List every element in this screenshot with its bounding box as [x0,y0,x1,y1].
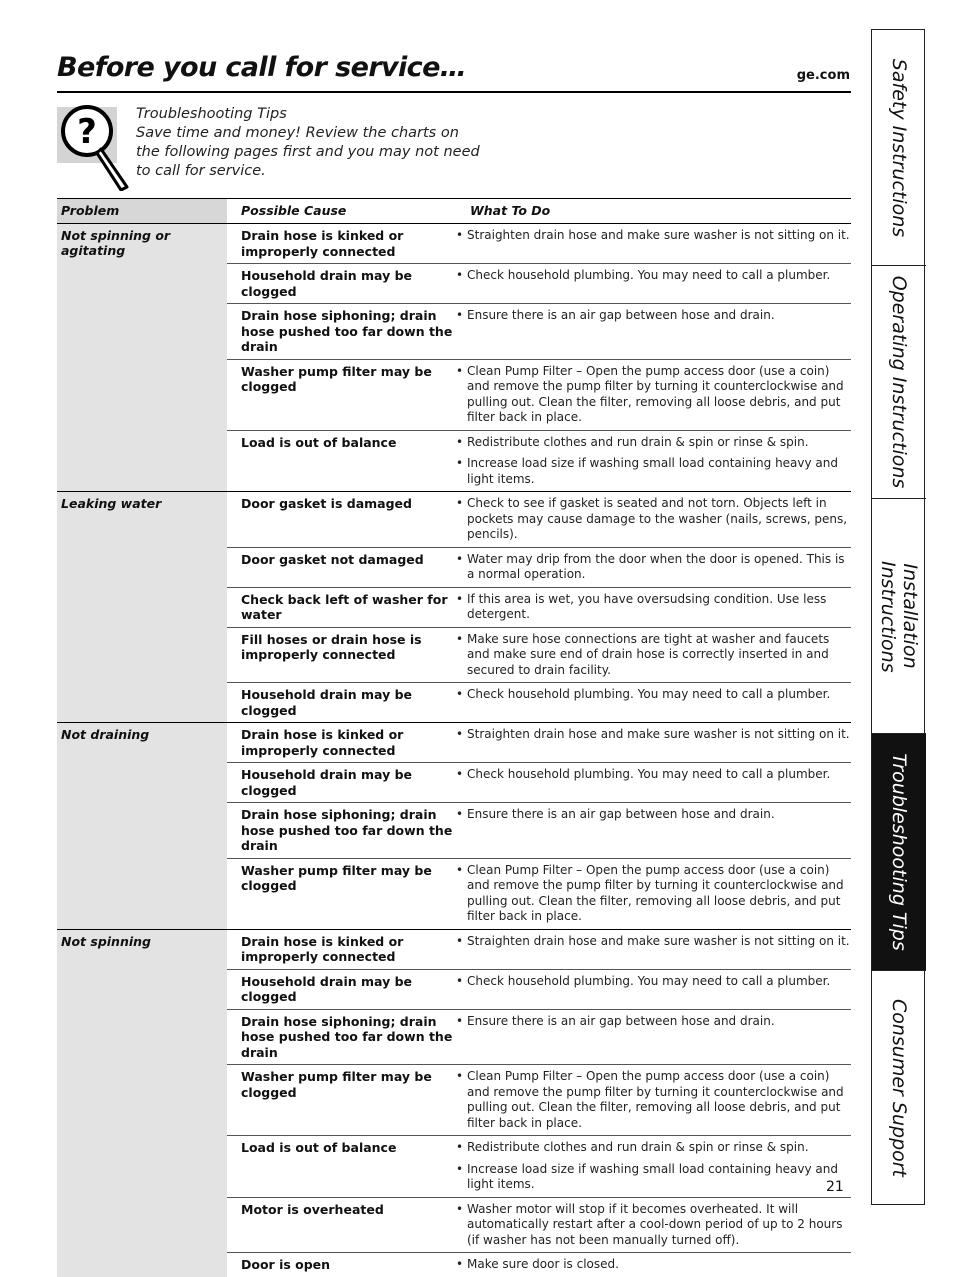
possible-cause: Household drain may be clogged [241,767,413,798]
bullet-icon: • [456,1201,464,1216]
tab-safety-instructions[interactable]: Safety Instructions [872,30,926,266]
todo-bullet [456,767,851,783]
intro-block [136,105,481,181]
what-to-do [456,1202,851,1249]
bullet-icon: • [456,363,464,378]
todo-text: Clean Pump Filter – Open the pump access door (use a coin) and remove the pump filter by turning it counterclockwise and pulling out. Clean the filter, removing all loose debris, and put filter back in place. [467,862,844,923]
bullet-icon: • [456,551,464,566]
todo-bullet [456,592,851,623]
possible-cause: Fill hoses or drain hose is improperly connected [241,631,422,662]
todo-bullet [456,687,851,703]
problem-group [57,492,851,723]
problem-label: Not spinning or agitating [57,224,227,491]
table-row [227,803,851,859]
possible-cause: Washer pump filter may be clogged [241,1069,432,1100]
todo-text: If this area is wet, you have oversudsing condition. Use less detergent. [467,591,827,621]
bullet-icon: • [456,631,464,646]
bullet-icon: • [456,1013,464,1028]
tab-operating-instructions[interactable]: Operating Instructions [872,266,926,499]
todo-bullet [456,308,851,324]
tab-consumer-support[interactable]: Consumer Support [888,998,910,1177]
what-to-do [456,308,851,355]
possible-cause: Check back left of washer for water [241,591,448,622]
todo-text: Straighten drain hose and make sure washer is not sitting on it. [467,228,850,242]
svg-text:?: ? [77,112,97,152]
table-row [227,628,851,684]
table-row [227,588,851,628]
site-link[interactable]: ge.com [796,68,850,83]
what-to-do [456,1014,851,1061]
todo-text: Straighten drain hose and make sure washer is not sitting on it. [467,727,850,741]
title-rule [57,91,851,93]
bullet-icon: • [456,434,464,449]
col-problem-header: Problem [61,203,120,218]
table-row [227,1065,851,1136]
possible-cause: Drain hose siphoning; drain hose pushed too far down the drain [241,807,453,853]
todo-bullet [456,727,851,743]
todo-text: Straighten drain hose and make sure washer is not sitting on it. [467,933,850,948]
table-row [227,360,851,431]
table-row [227,859,851,929]
problem-group [57,224,851,492]
table-body [57,224,851,1277]
bullet-icon: • [456,1161,464,1176]
table-row [227,1198,851,1254]
todo-text: Redistribute clothes and run drain & spin or rinse & spin. [467,1140,809,1154]
table-row [227,683,851,722]
todo-bullet [456,1069,851,1131]
todo-bullet [456,435,851,451]
todo-bullet [456,228,851,244]
table-row [227,970,851,1010]
todo-bullet [456,934,851,950]
table-row [227,1136,851,1198]
todo-text: Clean Pump Filter – Open the pump access door (use a coin) and remove the pump filter by turning it counterclockwise and pulling out. Clean the filter, removing all loose debris, and put filter back in place. [467,1069,844,1130]
problem-group [57,930,851,1277]
todo-text: Check household plumbing. You may need to call a plumber. [467,687,831,701]
bullet-icon: • [456,973,464,988]
bullet-icon: • [456,308,464,322]
todo-bullet [456,1257,851,1273]
bullet-icon: • [456,727,464,741]
what-to-do [456,807,851,854]
todo-text: Ensure there is an air gap between hose and drain. [467,1013,775,1028]
todo-bullet [456,807,851,823]
bullet-icon: • [456,687,464,701]
what-to-do [456,687,851,718]
table-header [57,198,851,224]
what-to-do [456,863,851,925]
possible-cause: Household drain may be clogged [241,268,413,299]
possible-cause: Door gasket not damaged [241,551,424,567]
page-number: 21 [826,1179,844,1195]
todo-bullet [456,1140,851,1156]
todo-text: Check household plumbing. You may need to call a plumber. [467,268,831,282]
col-cause-header: Possible Cause [241,203,347,218]
troubleshooting-table [57,198,851,1277]
what-to-do [456,974,851,1005]
table-row [227,1010,851,1066]
what-to-do [456,1257,851,1273]
tab-installation-instructions[interactable]: Installation Instructions [872,499,926,734]
what-to-do [456,632,851,679]
possible-cause: Household drain may be clogged [241,687,413,718]
bullet-icon: • [456,228,464,242]
problem-label: Not spinning [57,930,227,1277]
bullet-icon: • [456,591,464,606]
bullet-icon: • [456,268,464,282]
intro-text: Save time and money! Review the charts on the following pages first and you may not need to call for service. [136,125,480,179]
question-magnifier-icon [57,103,129,191]
bullet-icon: • [456,767,464,781]
what-to-do [456,1069,851,1131]
possible-cause: Drain hose is kinked or improperly connected [241,933,404,964]
possible-cause: Washer pump filter may be clogged [241,363,432,394]
possible-cause: Household drain may be clogged [241,973,413,1004]
todo-bullet [456,364,851,426]
todo-text: Check to see if gasket is seated and not torn. Objects left in pockets may cause damage to the washer (nails, screws, pens, pencils). [467,496,848,541]
bullet-icon: • [456,1140,464,1154]
bullet-icon: • [456,1257,464,1271]
what-to-do [456,435,851,488]
possible-cause: Drain hose siphoning; drain hose pushed too far down the drain [241,1013,453,1060]
todo-text: Increase load size if washing small load containing heavy and light items. [467,1161,838,1191]
bullet-icon: • [456,807,464,821]
what-to-do [456,552,851,583]
section-tabs [871,29,925,1205]
what-to-do [456,727,851,758]
todo-bullet [456,1014,851,1030]
todo-text: Water may drip from the door when the door is opened. This is a normal operation. [467,551,845,581]
todo-bullet [456,268,851,284]
problem-label: Leaking water [57,492,227,722]
possible-cause: Load is out of balance [241,434,397,450]
possible-cause: Load is out of balance [241,1140,397,1155]
table-row [227,548,851,588]
table-row [227,431,851,492]
todo-bullet [456,632,851,679]
todo-text: Make sure door is closed. [467,1257,619,1271]
table-row [227,264,851,304]
problem-label: Not draining [57,723,227,929]
todo-bullet [456,1202,851,1249]
bullet-icon: • [456,496,464,510]
table-row [227,492,851,548]
bullet-icon: • [456,456,464,470]
todo-text: Increase load size if washing small load containing heavy and light items. [467,456,838,486]
problem-group [57,723,851,930]
todo-text: Check household plumbing. You may need to call a plumber. [467,973,831,988]
todo-text: Ensure there is an air gap between hose and drain. [467,807,775,821]
what-to-do [456,364,851,426]
todo-bullet [456,1162,851,1193]
what-to-do [456,268,851,299]
what-to-do [456,228,851,259]
todo-text: Check household plumbing. You may need to call a plumber. [467,767,831,781]
possible-cause: Drain hose is kinked or improperly connected [241,228,404,259]
todo-bullet [456,552,851,583]
todo-text: Redistribute clothes and run drain & spin or rinse & spin. [467,434,809,449]
possible-cause: Door is open [241,1257,331,1272]
table-row [227,763,851,803]
possible-cause: Washer pump filter may be clogged [241,862,432,893]
table-row [227,304,851,360]
table-row [227,1253,851,1277]
todo-bullet [456,496,851,543]
what-to-do [456,934,851,965]
tab-troubleshooting-tips[interactable]: Troubleshooting Tips [872,734,926,971]
table-row [227,723,851,763]
bullet-icon: • [456,1069,464,1083]
what-to-do [456,767,851,798]
todo-bullet [456,456,851,487]
what-to-do [456,1140,851,1193]
todo-text: Ensure there is an air gap between hose and drain. [467,308,775,322]
bullet-icon: • [456,862,464,877]
what-to-do [456,592,851,623]
possible-cause: Door gasket is damaged [241,496,412,511]
table-row [227,224,851,264]
col-todo-header: What To Do [470,203,551,218]
table-row [227,930,851,970]
possible-cause: Drain hose is kinked or improperly connected [241,727,404,758]
todo-text: Washer motor will stop if it becomes overheated. It will automatically restart after a cool-down period of up to 2 hours (if washer has not been manually turned off). [467,1201,843,1247]
todo-text: Clean Pump Filter – Open the pump access door (use a coin) and remove the pump filter by turning it counterclockwise and pulling out. Clean the filter, removing all loose debris, and put filter back in place. [467,363,844,424]
todo-bullet [456,863,851,925]
todo-bullet [456,974,851,990]
possible-cause: Drain hose siphoning; drain hose pushed too far down the drain [241,308,453,354]
possible-cause: Motor is overheated [241,1201,384,1217]
todo-text: Make sure hose connections are tight at washer and faucets and make sure end of drain hose is correctly inserted in and secured to drain facility. [467,631,830,677]
bullet-icon: • [456,933,464,948]
what-to-do [456,496,851,543]
page-title: Before you call for service… [57,52,467,83]
intro-heading: Troubleshooting Tips [136,106,287,122]
